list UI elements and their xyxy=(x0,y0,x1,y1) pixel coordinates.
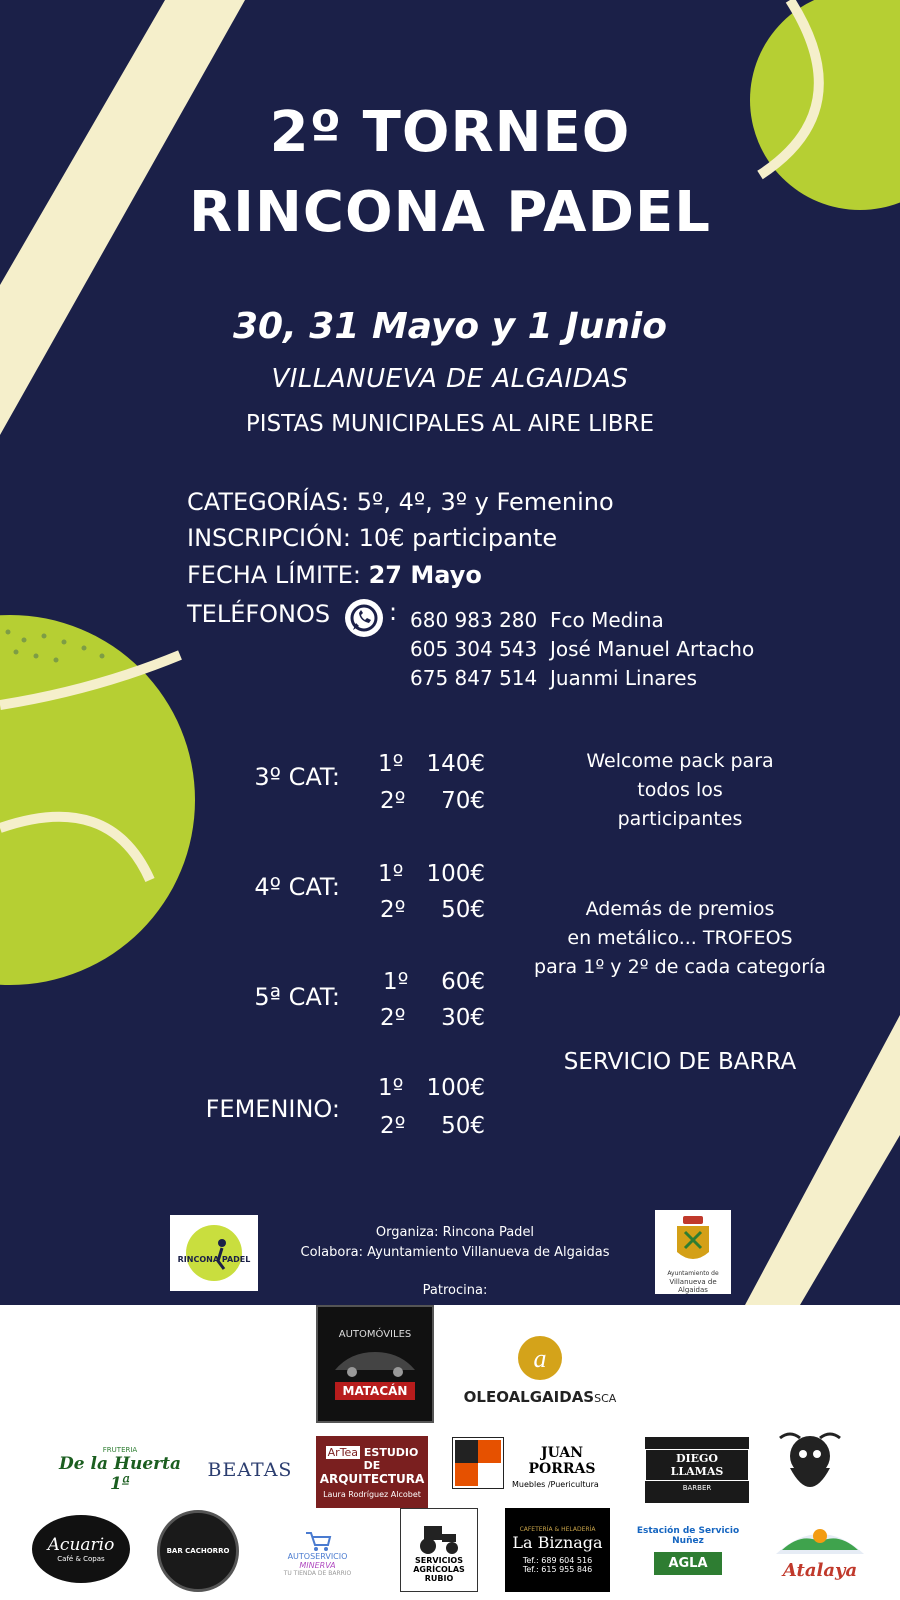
porras-name: JUAN PORRAS xyxy=(528,1445,596,1477)
prize-amount: 50€ xyxy=(441,897,485,923)
fecha-label: FECHA LÍMITE: xyxy=(187,561,361,589)
title-line-1: 2º TORNEO xyxy=(269,100,631,165)
welcome-line: Welcome pack para xyxy=(586,750,774,772)
autoservicio-minerva-logo xyxy=(265,1523,370,1583)
estacion-line1: Estación de Servicio xyxy=(636,1525,740,1536)
agricolas-line2: AGRÍCOLAS xyxy=(413,1564,465,1574)
oleo-suffix: SCA xyxy=(594,1392,617,1405)
acuario-name: Acuario xyxy=(47,1535,115,1555)
agricolas-line1: SERVICIOS xyxy=(415,1555,463,1565)
ayto-small-text: Ayuntamiento de xyxy=(667,1270,719,1277)
estudio-line2: ARQUITECTURA xyxy=(319,1471,425,1486)
prize-category-femenino: FEMENINO: xyxy=(205,1095,340,1123)
cachorro-name: BAR CACHORRO xyxy=(166,1547,230,1555)
llamas-name: DIEGO LLAMAS xyxy=(645,1449,749,1481)
info-categorias xyxy=(187,488,614,516)
prize-amount: 30€ xyxy=(441,1005,485,1031)
huerta-logo xyxy=(50,1440,190,1500)
atalaya-logo xyxy=(765,1512,875,1588)
prize-place: 1º xyxy=(383,969,409,995)
porras-sub: Muebles /Puericultura xyxy=(512,1480,599,1489)
prize-category-3: 3º CAT: xyxy=(254,763,340,791)
prize-amount: 70€ xyxy=(441,788,485,814)
info-fecha-limite xyxy=(187,561,482,589)
phone-row xyxy=(410,608,664,632)
trofeos-line: Además de premios xyxy=(585,898,775,920)
fecha-value: 27 Mayo xyxy=(368,561,482,589)
ayto-name-text: Villanueva de Algaidas xyxy=(669,1278,717,1294)
prize-place: 1º xyxy=(378,1075,404,1101)
prize-amount: 100€ xyxy=(426,861,485,887)
event-town: VILLANUEVA DE ALGAIDAS xyxy=(271,364,629,394)
prize-place: 2º xyxy=(380,1005,406,1031)
phone-row xyxy=(410,666,697,690)
atalaya-name: Atalaya xyxy=(782,1559,858,1581)
tennis-ball-left-icon xyxy=(0,615,195,985)
phone-contact-name: José Manuel Artacho xyxy=(549,637,755,661)
beatas-logo: BEATAS xyxy=(207,1459,293,1481)
whatsapp-icon xyxy=(345,599,383,637)
huerta-small: FRUTERIA xyxy=(102,1446,138,1454)
estudio-name: Laura Rodríguez Alcobet xyxy=(323,1489,421,1499)
acuario-logo xyxy=(32,1515,130,1583)
estudio-artea: ArTea xyxy=(327,1445,359,1459)
oleoalgaidas-logo xyxy=(455,1325,625,1415)
event-dates: 30, 31 Mayo y 1 Junio xyxy=(233,306,667,347)
tractor-icon xyxy=(414,1518,464,1556)
estacion-nunez-logo xyxy=(636,1508,740,1592)
trofeos-line: para 1º y 2º de cada categoría xyxy=(534,956,826,978)
prize-place: 2º xyxy=(380,1113,406,1139)
categorias-value: 5º, 4º, 3º y Femenino xyxy=(356,488,614,516)
biznaga-tel-2: Tef.: 615 955 846 xyxy=(522,1565,593,1574)
acuario-sub: Café & Copas xyxy=(57,1555,105,1563)
prize-place: 2º xyxy=(380,897,406,923)
llamas-sub: BARBER xyxy=(682,1483,712,1492)
rincona-logo-text: RINCONA PADEL xyxy=(177,1255,251,1264)
prize-place: 1º xyxy=(378,861,404,887)
phone-number: 605 304 543 xyxy=(410,637,538,661)
title-line-2: RINCONA PADEL xyxy=(189,180,711,245)
matacan-bottom: MATACÁN xyxy=(335,1382,416,1400)
welcome-line: todos los xyxy=(637,779,723,801)
phone-number: 675 847 514 xyxy=(410,666,538,690)
footer-patrocina: Patrocina: xyxy=(422,1283,488,1298)
huerta-name: De la Huerta 1ª xyxy=(59,1454,181,1494)
telefonos-label: TELÉFONOS xyxy=(187,600,331,628)
categorias-label: CATEGORÍAS: xyxy=(187,488,350,516)
info-inscripcion xyxy=(187,524,557,552)
autoservicio-sub: TU TIENDA DE BARRIO xyxy=(283,1569,352,1577)
biznaga-name: La Biznaga xyxy=(512,1533,603,1552)
shopping-cart-icon xyxy=(304,1530,332,1552)
diego-llamas-logo xyxy=(645,1437,749,1503)
estudio-arquitectura-logo xyxy=(316,1436,428,1508)
phone-contact-name: Fco Medina xyxy=(549,608,664,632)
estacion-line2: Nuñez xyxy=(672,1535,704,1546)
inscripcion-label: INSCRIPCIÓN: xyxy=(187,524,352,552)
phone-contact-name: Juanmi Linares xyxy=(549,666,698,690)
prize-amount: 60€ xyxy=(441,969,485,995)
matacan-top: AUTOMÓVILES xyxy=(338,1328,412,1340)
atalaya-landscape-icon xyxy=(772,1520,868,1560)
agricolas-rubio-logo xyxy=(400,1508,478,1592)
event-venue: PISTAS MUNICIPALES AL AIRE LIBRE xyxy=(245,411,655,437)
bar-cachorro-logo xyxy=(157,1510,239,1592)
prize-place: 1º xyxy=(378,751,404,777)
rincona-padel-logo xyxy=(170,1215,258,1291)
la-biznaga-logo xyxy=(505,1508,610,1592)
svg-text:a: a xyxy=(533,1344,547,1373)
footer-colabora: Colabora: Ayuntamiento Villanueva de Algaidas xyxy=(300,1245,610,1260)
telefonos-colon: : xyxy=(389,598,398,626)
prize-amount: 100€ xyxy=(426,1075,485,1101)
inscripcion-value: 10€ participante xyxy=(358,524,558,552)
biznaga-small: CAFETERÍA & HELADERÍA xyxy=(519,1526,596,1533)
prize-amount: 140€ xyxy=(426,751,485,777)
trofeos-line: en metálico... TROFEOS xyxy=(567,927,793,949)
agricolas-line3: RUBIO xyxy=(424,1573,454,1583)
welcome-line: participantes xyxy=(617,808,743,830)
autoservicio-label: AUTOSERVICIO xyxy=(287,1551,348,1561)
estacion-brand: AGLA xyxy=(654,1552,721,1575)
bearded-man-logo-icon xyxy=(775,1428,845,1508)
prize-amount: 50€ xyxy=(441,1113,485,1139)
autoservicio-name: MINERVA xyxy=(299,1560,336,1570)
estudio-line1: ESTUDIO DE xyxy=(363,1445,419,1472)
phone-number: 680 983 280 xyxy=(410,608,538,632)
prize-category-4: 4º CAT: xyxy=(254,873,340,901)
prize-place: 2º xyxy=(380,788,406,814)
ayuntamiento-logo xyxy=(655,1210,731,1294)
juan-porras-logo xyxy=(512,1442,612,1492)
prize-category-5: 5ª CAT: xyxy=(254,983,340,1011)
car-icon xyxy=(330,1344,420,1378)
servicio-barra: SERVICIO DE BARRA xyxy=(563,1049,797,1075)
matacan-logo xyxy=(316,1305,434,1423)
biznaga-tel-1: Tef.: 689 604 516 xyxy=(522,1556,593,1565)
oleo-name: OLEOALGAIDAS xyxy=(463,1388,595,1406)
footer-organiza: Organiza: Rincona Padel xyxy=(375,1225,535,1240)
olive-at-icon xyxy=(516,1334,564,1382)
juan-porras-mark-icon xyxy=(452,1437,504,1489)
phone-row xyxy=(410,637,754,661)
